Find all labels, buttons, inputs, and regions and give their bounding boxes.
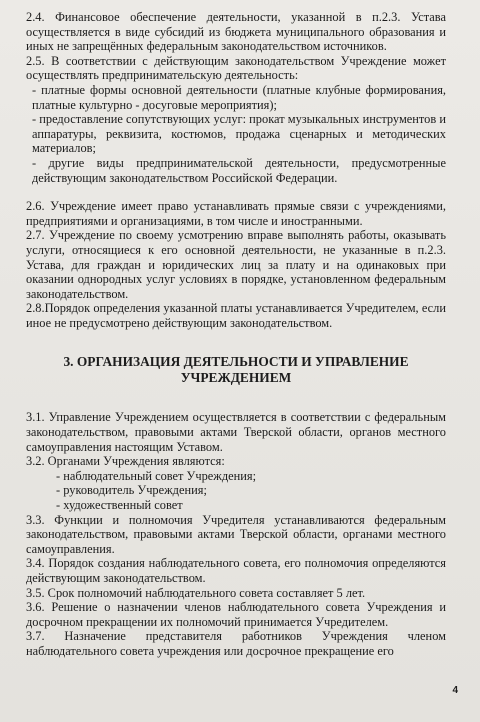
list-item: - предоставление сопутствующих услуг: прокат музыкальных инструментов и аппаратуры, реквизита, костюмов, продажа сценарных и методических материалов; [32,112,446,156]
paragraph-p-3-5: 3.5. Срок полномочий наблюдательного совета составляет 5 лет. [26,585,366,600]
middle-paragraphs [26,199,446,330]
paragraph-p-2-4: 2.4. Финансовое обеспечение деятельности, указанной в п.2.3. Устава осуществляется в виде субсидий из бюджета муниципального образования и иных не запрещённых федеральным законодательством источников. [26,10,446,54]
institution-bodies-list [26,469,446,513]
paragraph-p-3-6: 3.6. Решение о назначении членов наблюдательного совета Учреждения и досрочном прекращении их полномочий принимается Учредителем. [26,600,446,629]
paragraph-p-3-2: 3.2. Органами Учреждения являются: [26,454,225,469]
paragraph-p-2-5: 2.5. В соответствии с действующим законодательством Учреждение может осуществлять предпринимательскую деятельность: [26,53,446,83]
top-paragraphs [26,10,446,83]
list-item: - платные формы основной деятельности (платные клубные формирования, платные культурно - досуговые мероприятия); [32,82,446,112]
list-item: - наблюдательный совет Учреждения; [56,468,257,483]
paragraph-p-3-1: 3.1. Управление Учреждением осуществляется в соответствии с федеральным законодательством, правовыми актами Тверской области, органов местного самоуправления настоящим Уставом. [26,410,446,454]
paragraph-p-2-8: 2.8.Порядок определения указанной платы устанавливается Учредителем, если иное не предусмотрено действующим законодательством. [26,301,446,330]
section-title: 3. ОРГАНИЗАЦИЯ ДЕЯТЕЛЬНОСТИ И УПРАВЛЕНИЕ УЧРЕЖДЕНИЕМ [63,354,409,386]
bottom-paragraphs [26,513,446,659]
page-number: 4 [452,685,458,696]
paragraph-p-2-6: 2.6. Учреждение имеет право устанавливать прямые связи с учреждениями, предприятиями и организациями, в том числе и иностранными. [26,199,446,228]
list-item: - руководитель Учреждения; [56,483,207,498]
entrepreneurial-activities-list [26,83,446,185]
paragraph-p-3-7: 3.7. Назначение представителя работников Учреждения членом наблюдательного совета учреждения или досрочное прекращение его [26,629,446,658]
list-item: - другие виды предпринимательской деятельности, предусмотренные действующим законодательством Российской Федерации. [32,155,446,185]
paragraph-p-2-7: 2.7. Учреждение по своему усмотрению вправе выполнять работы, оказывать услуги, относящиеся к его основной деятельности, не указанные в п.2.3. Устава, для граждан и юридических лиц за плату и на одинаковых при оказании однородных услуг условиях в порядке, установленном федеральным законодательством. [26,228,446,301]
list-item: - художественный совет [56,498,183,513]
paragraph-p-3-3: 3.3. Функции и полномочия Учредителя устанавливаются федеральным законодательством, правовыми актами Тверской области, органами местного самоуправления. [26,512,446,556]
section-paragraphs [26,410,446,468]
paragraph-p-3-4: 3.4. Порядок создания наблюдательного совета, его полномочия определяются действующим законодательством. [26,556,446,585]
